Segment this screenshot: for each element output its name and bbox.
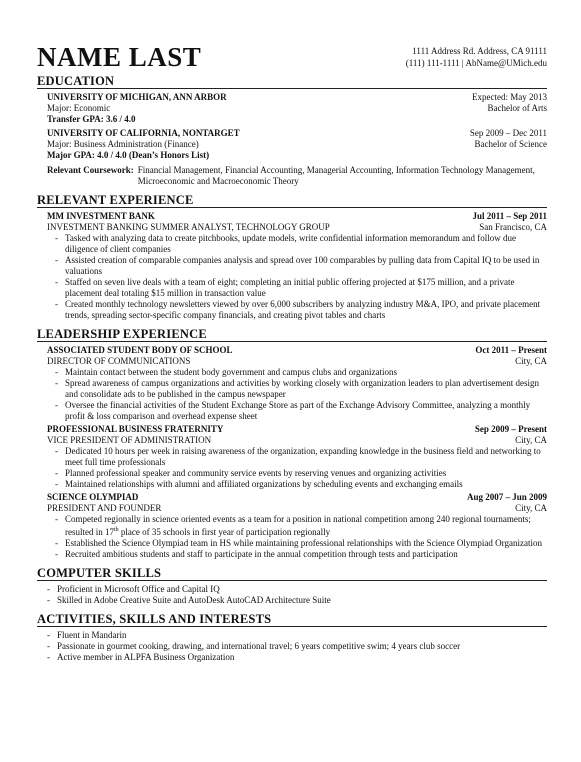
resume-page: [37, 44, 547, 663]
bullet-item: - Spread awareness of campus organizations and activities by working closely with organization leaders to plan advertisement design and consolidate ads to be published in the campus newspaper: [55, 378, 540, 399]
school-date: Sep 2009 – Dec 2011: [469, 128, 547, 138]
entry-location: San Francisco, CA: [479, 222, 547, 232]
role-title: PRESIDENT AND FOUNDER: [47, 503, 162, 513]
activity-item: - Fluent in Mandarin: [47, 630, 127, 640]
coursework-text: Financial Management, Financial Accounting, Managerial Accounting, Information Technology Management, Microeconomic and Macroeconomic Theory: [137, 165, 535, 186]
skill-item: - Proficient in Microsoft Office and Capital IQ: [47, 584, 220, 594]
entry-date: Sep 2009 – Present: [474, 424, 547, 434]
bullet-item: - Recruited ambitious students and staff to participate in the annual competition through tests and participation: [55, 549, 458, 559]
relevant-experience-section: [37, 211, 547, 321]
bullet-item: - Created monthly technology newsletters viewed by over 6,000 subscribers by analyzing industry M&A, IPO, and private placement trends, spreading sector-specific company financials, and creating pivot tables and charts: [55, 299, 541, 320]
leadership-entry: [47, 345, 547, 422]
education-entry: [47, 92, 547, 125]
org-name: PROFESSIONAL BUSINESS FRATERNITY: [47, 424, 224, 434]
entry-location: City, CA: [515, 435, 547, 445]
role-title: VICE PRESIDENT OF ADMINISTRATION: [47, 435, 212, 445]
bullet-item: - Planned professional speaker and community service events by reserving venues and organizing activities: [55, 468, 447, 478]
activities-section: [37, 630, 547, 663]
org-name: SCIENCE OLYMPIAD: [47, 492, 139, 502]
org-name: ASSOCIATED STUDENT BODY OF SCHOOL: [47, 345, 233, 355]
school-date: Expected: May 2013: [472, 92, 547, 102]
school-name: UNIVERSITY OF CALIFORNIA, NONTARGET: [47, 128, 240, 138]
contact-block: [406, 46, 547, 69]
activity-item: - Passionate in gourmet cooking, drawing, and international travel; 6 years competitive swim; 4 years club soccer: [47, 641, 461, 651]
section-title-education: EDUCATION: [37, 74, 547, 89]
leadership-section: [37, 345, 547, 560]
bullet-item: - Assisted creation of comparable companies analysis and spread over 100 comparables by pulling data from Capital IQ to be used in valuations: [55, 255, 540, 276]
resume-header: [37, 44, 547, 74]
entry-date: Jul 2011 – Sep 2011: [472, 211, 547, 221]
experience-entry: [47, 211, 547, 321]
bullet-item: - Dedicated 10 hours per week in raising awareness of the organization, expanding knowledge in the business field and networking to meet full time professionals: [55, 446, 541, 467]
computer-skills-section: [37, 584, 547, 606]
entry-location: City, CA: [515, 503, 547, 513]
bullet-item: - Established the Science Olympiad team in HS while maintaining professional relationships with the Science Olympiad Organization: [55, 538, 542, 548]
section-title-activities: ACTIVITIES, SKILLS AND INTERESTS: [37, 612, 547, 627]
school-name: UNIVERSITY OF MICHIGAN, ANN ARBOR: [47, 92, 227, 102]
section-title-computer-skills: COMPUTER SKILLS: [37, 566, 547, 581]
bullet-item: - Maintain contact between the student body government and campus clubs and organizations: [55, 367, 397, 377]
candidate-name: NAME LAST: [37, 42, 202, 72]
activity-item: - Active member in ALPFA Business Organization: [47, 652, 235, 662]
leadership-entry: [47, 492, 547, 560]
bullet-item: - Staffed on seven live deals with a team of eight; completing an initial public offering projected at $175 million, and a private placement deal totaling $15 million in transaction value: [55, 277, 515, 298]
school-degree: Bachelor of Arts: [487, 103, 547, 113]
entry-date: Aug 2007 – Jun 2009: [466, 492, 547, 502]
leadership-entry: [47, 424, 547, 490]
address-line: 1111 Address Rd. Address, CA 91111: [412, 46, 547, 56]
school-degree: Bachelor of Science: [474, 139, 547, 149]
entry-location: City, CA: [515, 356, 547, 366]
org-name: MM INVESTMENT BANK: [47, 211, 155, 221]
education-entry: [47, 128, 547, 161]
entry-date: Oct 2011 – Present: [475, 345, 547, 355]
education-section: [37, 92, 547, 187]
school-gpa: Major GPA: 4.0 / 4.0 (Dean’s Honors List): [47, 150, 210, 160]
school-major: Major: Business Administration (Finance): [47, 139, 199, 149]
role-title: DIRECTOR OF COMMUNICATIONS: [47, 356, 191, 366]
bullet-item: - Tasked with analyzing data to create pitchbooks, update models, write confidential information memorandum and follow due diligence of client companies: [55, 233, 516, 254]
bullet-item: - Competed regionally in science oriented events as a team for a position in national competition among 240 regional tournaments; resulted in 17th place of 35 schools in first year of participation regionally: [55, 514, 531, 537]
section-title-leadership-experience: LEADERSHIP EXPERIENCE: [37, 327, 547, 342]
bullet-item: - Maintained relationships with alumni and affiliated organizations by scheduling events and exchanging emails: [55, 479, 463, 489]
coursework: [47, 165, 547, 187]
section-title-relevant-experience: RELEVANT EXPERIENCE: [37, 193, 547, 208]
role-title: INVESTMENT BANKING SUMMER ANALYST, TECHNOLOGY GROUP: [47, 222, 330, 232]
skill-item: - Skilled in Adobe Creative Suite and AutoDesk AutoCAD Architecture Suite: [47, 595, 331, 605]
school-gpa: Transfer GPA: 3.6 / 4.0: [47, 114, 136, 124]
bullet-item: - Oversee the financial activities of the Student Exchange Store as part of the Exchange Advisory Committee, analyzing a monthly profit & loss comparison and overhead expense sheet: [55, 400, 531, 421]
school-major: Major: Economic: [47, 103, 111, 113]
coursework-label: Relevant Coursework:: [47, 165, 134, 175]
phone-email-line: (111) 111-1111 | AbName@UMich.edu: [405, 57, 547, 68]
